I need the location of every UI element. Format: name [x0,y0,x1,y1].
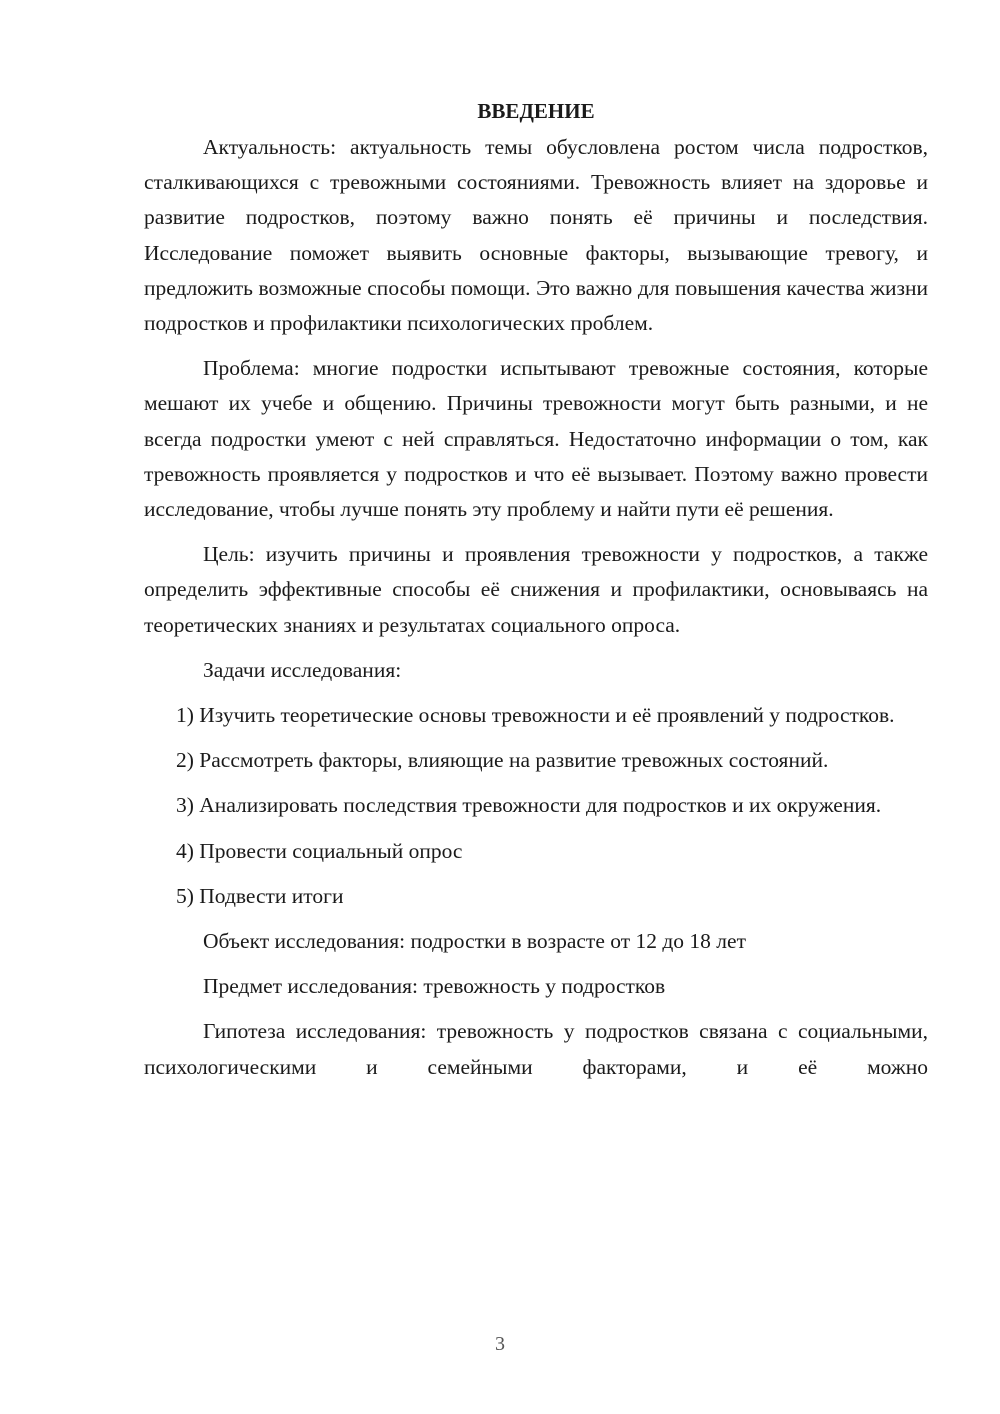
task-item: 3) Анализировать последствия тревожности для подростков и их окружения. [176,793,882,818]
document-body [144,94,928,1095]
task-item: 4) Провести социальный опрос [176,838,463,863]
task-item: 2) Рассмотреть факторы, влияющие на развитие тревожных состояний. [176,748,829,773]
task-item: 5) Подвести итоги [176,883,344,908]
research-hypothesis: Гипотеза исследования: тревожность у подростков связана с социальными, психологическими и семейными факторами, и её можно [144,1019,928,1079]
problem-paragraph: Проблема: многие подростки испытывают тревожные состояния, которые мешают их учебе и общению. Причины тревожности могут быть разными, и не всегда подростки умеют с ней справляться. Недостаточно информации о том, как тревожность проявляется у подростков и что её вызывает. Поэтому важно провести исследование, чтобы лучше понять эту проблему и найти пути её решения. [144,356,928,522]
tasks-heading: Задачи исследования: [203,657,402,682]
task-item: 1) Изучить теоретические основы тревожности и её проявлений у подростков. [176,703,895,728]
relevance-paragraph: Актуальность: актуальность темы обусловлена ростом числа подростков, сталкивающихся с тревожными состояниями. Тревожность влияет на здоровье и развитие подростков, поэтому важно понять её причины и последствия. Исследование поможет выявить основные факторы, вызывающие тревогу, и предложить возможные способы помощи. Это важно для повышения качества жизни подростков и профилактики психологических проблем. [144,135,928,336]
research-object: Объект исследования: подростки в возрасте от 12 до 18 лет [203,929,746,954]
research-subject: Предмет исследования: тревожность у подростков [203,974,666,999]
page-title: ВВЕДЕНИЕ [477,99,595,123]
page-number: 3 [495,1333,505,1355]
goal-paragraph: Цель: изучить причины и проявления тревожности у подростков, а также определить эффективные способы её снижения и профилактики, основываясь на теоретических знаниях и результатах социального опроса. [144,542,928,637]
